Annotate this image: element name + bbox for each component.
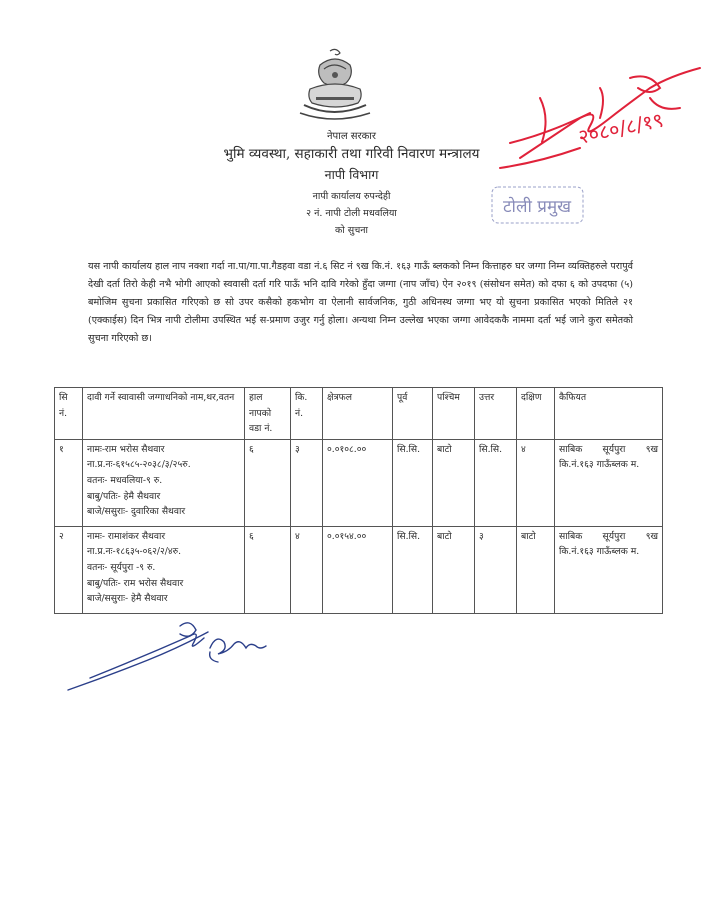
header-south: दक्षिण	[517, 388, 555, 440]
office-name: नापी कार्यालय रुपन्देही	[312, 191, 391, 202]
claimant-father: बाबु/पतिः- राम भरोस सैथवार	[87, 577, 184, 589]
header-ward: हाल नापको वडा नं.	[245, 388, 291, 440]
header-area: क्षेत्रफल	[323, 388, 393, 440]
header-remarks: कैफियत	[555, 388, 663, 440]
cell-north: ३	[475, 526, 517, 613]
table-row	[55, 439, 663, 526]
header-east: पूर्व	[393, 388, 433, 440]
claimant-citizenship: ना.प्र.नः-१८६३५-०६२/२/४रु.	[87, 546, 182, 558]
team-leader-stamp-icon	[490, 185, 585, 225]
government-name: नेपाल सरकार	[327, 131, 376, 142]
claimant-grandfather: बाजे/ससुराः- दुवारिका सैथवार	[87, 506, 186, 518]
notice-title: को सुचना	[335, 225, 368, 236]
svg-text:२०८०/८/१९: २०८०/८/१९	[576, 107, 666, 149]
cell-remarks: साबिक सूर्यपुरा ९ख कि.नं.१६३ गाऊँब्लक म.	[555, 439, 663, 526]
cell-ward: ६	[245, 526, 291, 613]
svg-text:टोली प्रमुख: टोली प्रमुख	[502, 197, 572, 217]
cell-south: ४	[517, 439, 555, 526]
header-west: पश्चिम	[433, 388, 475, 440]
cell-claimant	[83, 526, 245, 613]
cell-ward: ६	[245, 439, 291, 526]
table-header-row	[55, 388, 663, 440]
cell-kitta: ४	[291, 526, 323, 613]
cell-south: बाटो	[517, 526, 555, 613]
notice-paragraph: यस नापी कार्यालय हाल नाप नक्शा गर्दा ना.पा/गा.पा.गैडहवा वडा नं.६ सिट नं ९ख कि.नं. १६३ गाऊँ ब्लकको निम्न कित्ताहरु घर जग्गा निम्न व्यक्तिहरुले परापुर्व देखी दर्ता तिरो केही नभै भोगी आएको स्ववासी दर्ता गरि पाऊँ भनि दावि गरेको हुँदा जग्गा (नाप जाँच) ऐन २०१९ (संसोधन समेत) को दफा ६ को उपदफा (५) बमोजिम सुचना प्रकासित गरिएको छ सो उपर कसैको हकभोग वा ऐलानी सार्वजनिक, गुठी अधिनस्थ जग्गा भए यो सुचना प्रकासित भएको मितिले २१ (एक्काईस) दिन भित्र नापी टोलीमा उपस्थित भई स-प्रमाण उजुर गर्नु होला। अन्यथा निम्न उल्लेख भएका जग्गा आवेदककै नाममा दर्ता भई जाने कुरा समेतको सुचना गरिएको छ।	[88, 261, 633, 344]
red-signature-icon	[480, 58, 703, 183]
cell-area: ०.०१५४.००	[323, 526, 393, 613]
claimant-father: बाबु/पतिः- हेमै सैथवार	[87, 490, 161, 502]
claimant-citizenship: ना.प्र.नः-६१५८५-२०३८/३/२५रु.	[87, 459, 191, 471]
cell-claimant	[83, 439, 245, 526]
ministry-name: भुमि व्यवस्था, सहाकारी तथा गरिवी निवारण मन्त्रालय	[223, 146, 480, 162]
claimant-grandfather: बाजे/ससुराः- हेमै सैथवार	[87, 593, 168, 605]
cell-west: बाटो	[433, 526, 475, 613]
cell-east: सि.सि.	[393, 526, 433, 613]
cell-kitta: ३	[291, 439, 323, 526]
cell-east: सि.सि.	[393, 439, 433, 526]
header-sn: सि नं.	[55, 388, 83, 440]
claimant-name: नामः- रामाशंकर सैथवार	[87, 530, 166, 542]
cell-area: ०.०१०८.००	[323, 439, 393, 526]
header-north: उत्तर	[475, 388, 517, 440]
claims-table	[54, 387, 663, 614]
table-row	[55, 526, 663, 613]
cell-west: बाटो	[433, 439, 475, 526]
blue-signature-icon	[60, 612, 320, 697]
claimant-address: वतनः- मधवलिया-९ रु.	[87, 474, 163, 486]
cell-north: सि.सि.	[475, 439, 517, 526]
team-name: २ नं. नापी टोली मधवलिया	[306, 208, 397, 219]
claimant-name: नामः-राम भरोस सैथवार	[87, 443, 165, 455]
cell-sn: १	[55, 439, 83, 526]
department-name: नापी विभाग	[324, 167, 379, 182]
cell-remarks: साबिक सूर्यपुरा ९ख कि.नं.१६३ गाऊँब्लक म.	[555, 526, 663, 613]
nepal-emblem-icon	[290, 45, 380, 130]
header-kitta: कि. नं.	[291, 388, 323, 440]
cell-sn: २	[55, 526, 83, 613]
claimant-address: वतनः- सूर्यपुरा -९ रु.	[87, 561, 156, 573]
header-claimant: दावी गर्ने स्वावासी जग्गाधनिको नाम,थर,वतन	[83, 388, 245, 440]
